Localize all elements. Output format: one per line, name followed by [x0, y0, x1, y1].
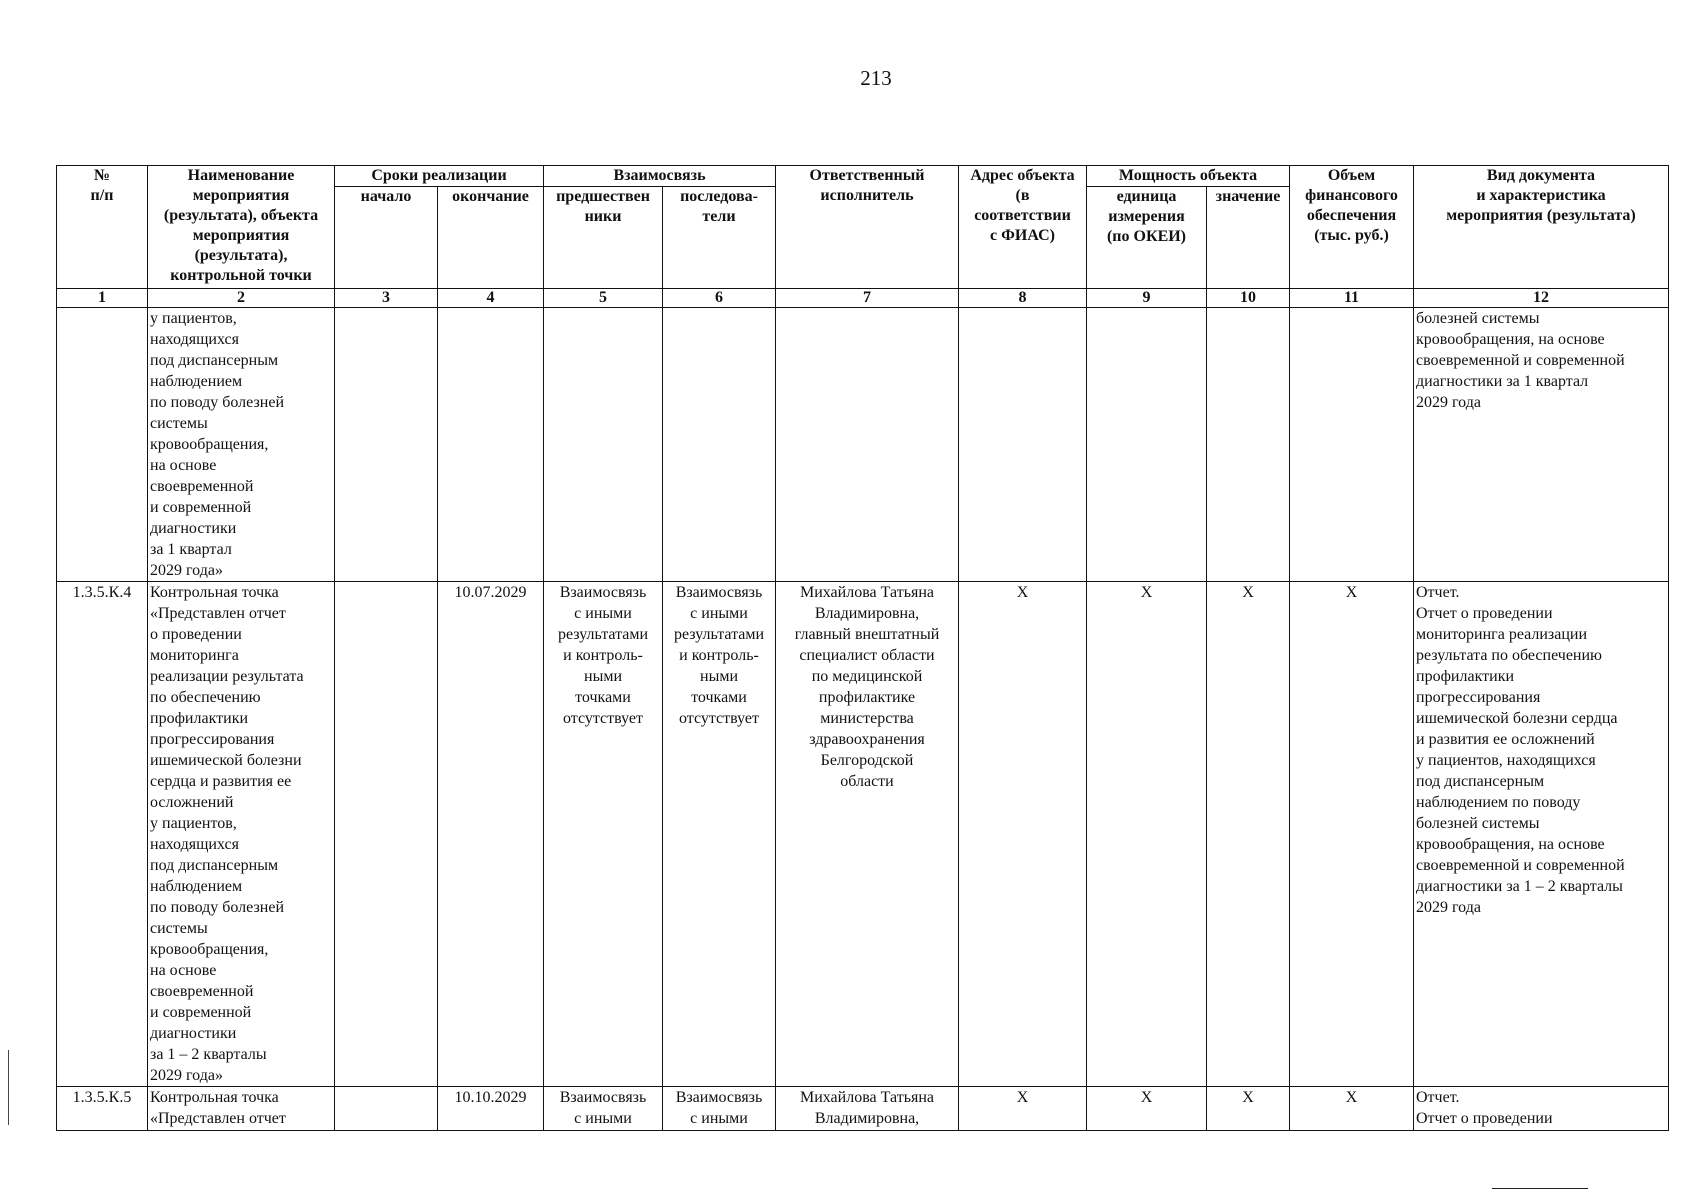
row-value: [1207, 308, 1290, 582]
row-name: Контрольная точка «Представлен отчет о проведении мониторинга реализации результата по обеспечению профилактики прогрессирования ишемической болезни сердца и развития ее осложнений у пациентов, находящихся под диспансерным наблюдением по поводу болезней системы кровообращения, на основе своевременной и современной диагностики за 1 – 2 кварталы 2029 года»: [148, 582, 335, 1087]
row-value: X: [1207, 1087, 1290, 1131]
row-number: 1.3.5.К.4: [57, 582, 148, 1087]
header-predecessors: предшествен ники: [544, 187, 663, 289]
row-unit: X: [1087, 582, 1207, 1087]
header-capacity: Мощность объекта: [1087, 166, 1290, 187]
row-responsible: [776, 308, 959, 582]
row-predecessors: [544, 308, 663, 582]
column-number: 11: [1290, 289, 1414, 308]
header-number: № п/п: [57, 166, 148, 289]
header-relation: Взаимосвязь: [544, 166, 776, 187]
row-end: 10.07.2029: [438, 582, 544, 1087]
column-number: 9: [1087, 289, 1207, 308]
row-address: X: [959, 582, 1087, 1087]
header-value: значение: [1207, 187, 1290, 289]
binding-margin-mark: [8, 1050, 9, 1125]
row-funding: X: [1290, 582, 1414, 1087]
header-responsible: Ответственный исполнитель: [776, 166, 959, 289]
page-number: 213: [860, 66, 892, 90]
header-start: начало: [335, 187, 438, 289]
row-successors: Взаимосвязь с иными результатами и контроль- ными точками отсутствует: [663, 582, 776, 1087]
row-responsible: Михайлова Татьяна Владимировна,: [776, 1087, 959, 1131]
column-number: 12: [1414, 289, 1669, 308]
row-funding: X: [1290, 1087, 1414, 1131]
row-name: Контрольная точка «Представлен отчет: [148, 1087, 335, 1131]
header-funding: Объем финансового обеспечения (тыс. руб.): [1290, 166, 1414, 289]
header-dates: Сроки реализации: [335, 166, 544, 187]
row-number: [57, 308, 148, 582]
row-start: [335, 1087, 438, 1131]
header-doc-type: Вид документа и характеристика мероприятия (результата): [1414, 166, 1669, 289]
column-number: 10: [1207, 289, 1290, 308]
row-doc: болезней системы кровообращения, на основе своевременной и современной диагностики за 1 квартал 2029 года: [1414, 308, 1669, 582]
column-number: 7: [776, 289, 959, 308]
row-unit: [1087, 308, 1207, 582]
table-row: [57, 582, 1669, 1087]
column-number: 5: [544, 289, 663, 308]
table-row: [57, 308, 1669, 582]
row-successors: Взаимосвязь с иными: [663, 1087, 776, 1131]
row-successors: [663, 308, 776, 582]
row-doc: Отчет. Отчет о проведении мониторинга реализации результата по обеспечению профилактики прогрессирования ишемической болезни сердца и развития ее осложнений у пациентов, находящихся под диспансерным наблюдением по поводу болезней системы кровообращения, на основе своевременной и современной диагностики за 1 – 2 кварталы 2029 года: [1414, 582, 1669, 1087]
row-unit: X: [1087, 1087, 1207, 1131]
column-number-row: [57, 289, 1669, 308]
header-successors: последова- тели: [663, 187, 776, 289]
row-predecessors: Взаимосвязь с иными результатами и контроль- ными точками отсутствует: [544, 582, 663, 1087]
plan-table: [56, 165, 1669, 1131]
row-funding: [1290, 308, 1414, 582]
row-responsible: Михайлова Татьяна Владимировна, главный внештатный специалист области по медицинской профилактике министерства здравоохранения Белгородской области: [776, 582, 959, 1087]
header-address: Адрес объекта (в соответствии с ФИАС): [959, 166, 1087, 289]
table-row: [57, 1087, 1669, 1131]
column-number: 3: [335, 289, 438, 308]
row-end: 10.10.2029: [438, 1087, 544, 1131]
header-end: окончание: [438, 187, 544, 289]
column-number: 6: [663, 289, 776, 308]
header-name: Наименование мероприятия (результата), объекта мероприятия (результата), контрольной точки: [148, 166, 335, 289]
row-doc: Отчет. Отчет о проведении: [1414, 1087, 1669, 1131]
column-number: 4: [438, 289, 544, 308]
row-address: X: [959, 1087, 1087, 1131]
row-start: [335, 582, 438, 1087]
table-header: [57, 166, 1669, 308]
row-address: [959, 308, 1087, 582]
row-number: 1.3.5.К.5: [57, 1087, 148, 1131]
footer-rule: [1492, 1188, 1588, 1189]
row-start: [335, 308, 438, 582]
row-predecessors: Взаимосвязь с иными: [544, 1087, 663, 1131]
column-number: 2: [148, 289, 335, 308]
header-unit: единица измерения (по ОКЕИ): [1087, 187, 1207, 289]
row-name: у пациентов, находящихся под диспансерным наблюдением по поводу болезней системы кровообращения, на основе своевременной и современной диагностики за 1 квартал 2029 года»: [148, 308, 335, 582]
row-end: [438, 308, 544, 582]
column-number: 1: [57, 289, 148, 308]
row-value: X: [1207, 582, 1290, 1087]
column-number: 8: [959, 289, 1087, 308]
